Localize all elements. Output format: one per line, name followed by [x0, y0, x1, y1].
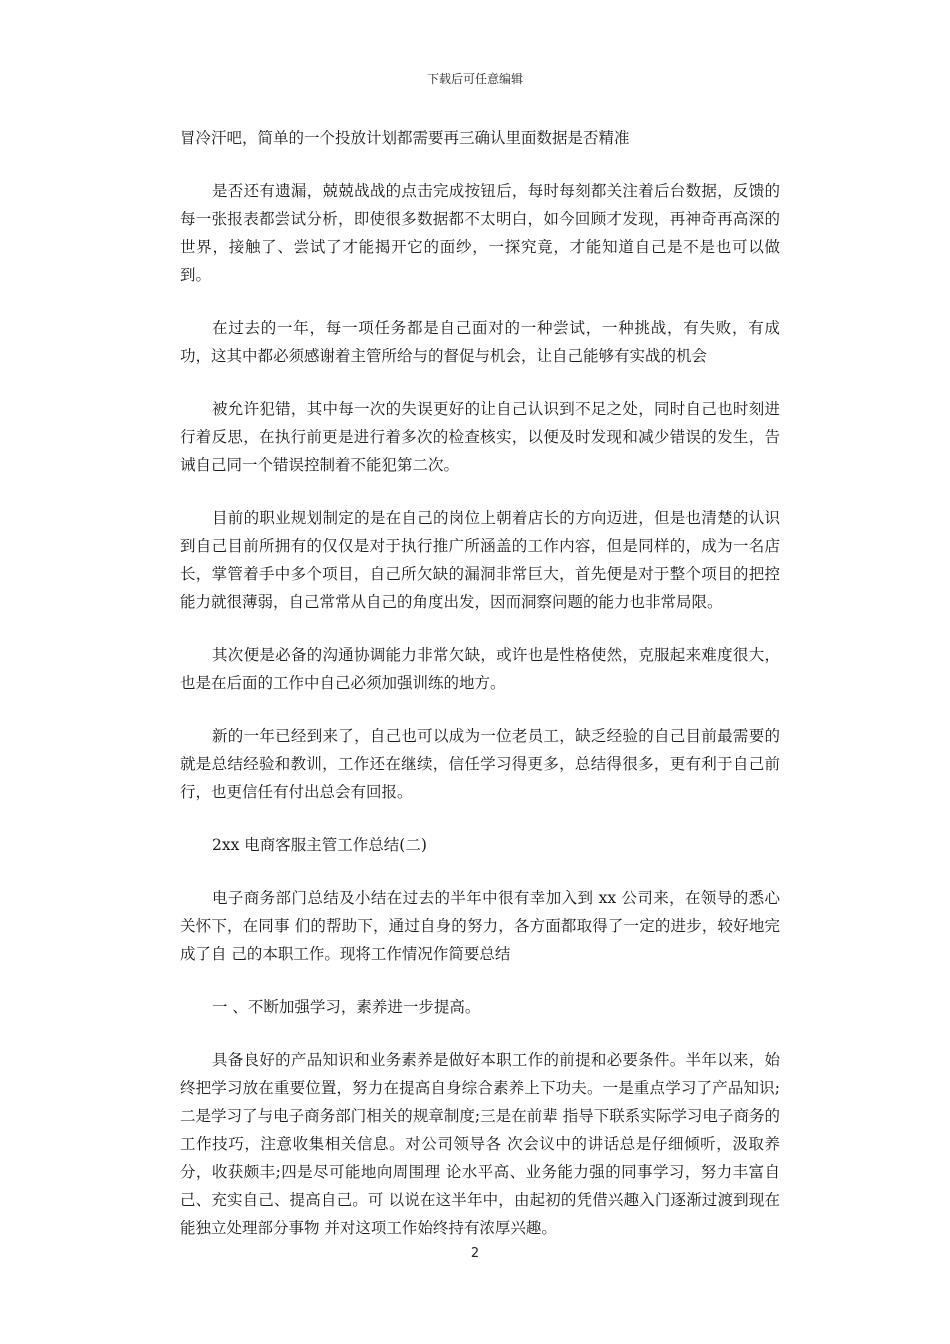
paragraph: 新的一年已经到来了，自己也可以成为一位老员工，缺乏经验的自己目前最需要的就是总结经验和教训，工作还在继续，信任学习得更多，总结得很多，更有利于自己前行，也更信任有付出总会有回报。	[180, 727, 780, 801]
document-body	[180, 124, 780, 1267]
paragraph: 冒冷汗吧，简单的一个投放计划都需要再三确认里面数据是否精准	[180, 129, 630, 147]
page-number: 2	[470, 1246, 480, 1261]
page-header: 下载后可任意编辑	[426, 72, 523, 86]
paragraph: 是否还有遗漏，兢兢战战的点击完成按钮后，每时每刻都关注着后台数据，反馈的每一张报表都尝试分析，即使很多数据都不太明白，如今回顾才发现，再神奇再高深的世界，接触了、尝试了才能揭开它的面纱，一探究竟，才能知道自己是不是也可以做到。	[180, 182, 780, 284]
paragraph: 其次便是必备的沟通协调能力非常欠缺，或许也是性格使然，克服起来难度很大，也是在后面的工作中自己必须加强训练的地方。	[180, 646, 780, 692]
paragraph: 目前的职业规划制定的是在自己的岗位上朝着店长的方向迈进，但是也清楚的认识到自己目前所拥有的仅仅是对于执行推广所涵盖的工作内容，但是同样的，成为一名店长，掌管着手中多个项目，自己所欠缺的漏洞非常巨大，首先便是对于整个项目的把控能力就很薄弱，自己常常从自己的角度出发，因而洞察问题的能力也非常局限。	[180, 509, 780, 611]
paragraph: 被允许犯错，其中每一次的失误更好的让自己认识到不足之处，同时自己也时刻进行着反思，在执行前更是进行着多次的检查核实，以便及时发现和减少错误的发生，告诫自己同一个错误控制着不能犯第二次。	[180, 400, 780, 474]
paragraph: 在过去的一年，每一项任务都是自己面对的一种尝试，一种挑战，有失败，有成功，这其中都必须感谢着主管所给与的督促与机会，让自己能够有实战的机会	[180, 319, 780, 365]
paragraph: 电子商务部门总结及小结在过去的半年中很有幸加入到 xx 公司来，在领导的悉心关怀下，在同事 们的帮助下，通过自身的努力，各方面都取得了一定的进步，较好地完成了自 己的本职工作。现将工作情况作简要总结	[180, 889, 780, 963]
subsection-heading: 一 、不断加强学习，素养进一步提高。	[212, 998, 481, 1016]
section-heading: 2xx 电商客服主管工作总结(二)	[212, 836, 427, 854]
paragraph: 具备良好的产品知识和业务素养是做好本职工作的前提和必要条件。半年以来，始终把学习放在重要位置，努力在提高自身综合素养上下功夫。一是重点学习了产品知识;二是学习了与电子商务部门相关的规章制度;三是在前辈 指导下联系实际学习电子商务的工作技巧，注意收集相关信息。对公司领导各 次会议中的讲话总是仔细倾听，汲取养分，收获颇丰;四是尽可能地向周围理 论水平高、业务能力强的同事学习，努力丰富自己、充实自己、提高自己。可 以说在这半年中，由起初的凭借兴趣入门逐渐过渡到现在能独立处理部分事物 并对这项工作始终持有浓厚兴趣。	[180, 1051, 780, 1237]
